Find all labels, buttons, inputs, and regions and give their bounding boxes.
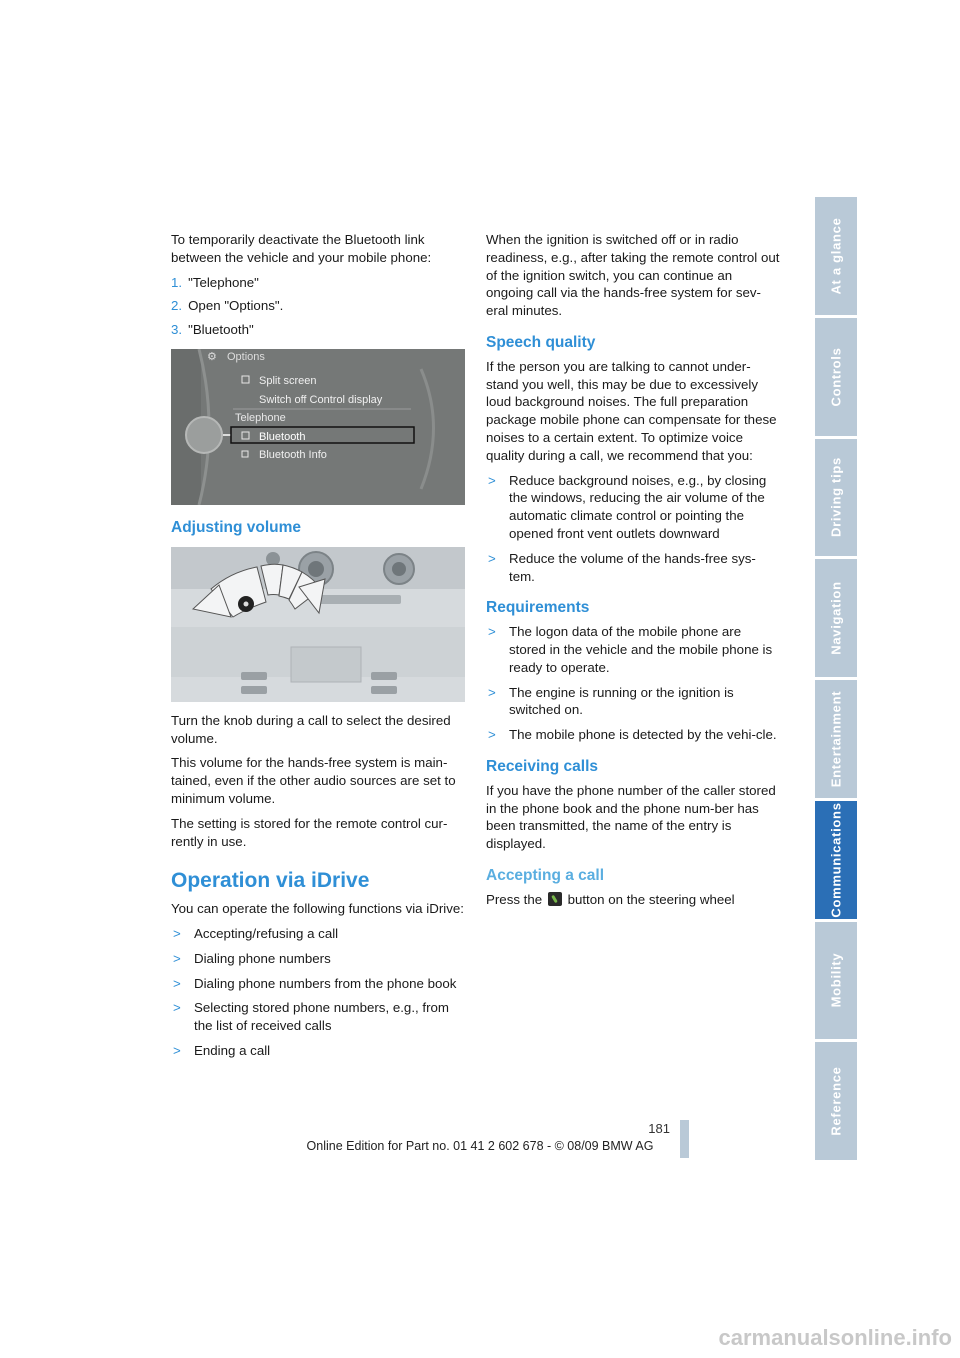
cd-slot [311, 595, 401, 604]
tab-navigation[interactable] [815, 559, 857, 677]
tab-at-a-glance[interactable] [815, 197, 857, 315]
bullet-arrow-icon: > [488, 472, 496, 488]
operation-intro: You can operate the following functions via iDrive: [171, 901, 464, 917]
step-number: 1. [171, 274, 183, 290]
tab-label: Controls [828, 347, 844, 407]
accepting-text-after: button on the steering wheel [563, 891, 735, 907]
right-column [486, 231, 780, 916]
gear-icon: ⚙ [207, 350, 217, 363]
receiving-calls-text: If you have the phone number of the caller stored in the phone book and the phone num-ber has been transmitted, the name of the entry is displayed. [486, 782, 776, 852]
list-item-text: Reduce background noises, e.g., by closing the windows, reducing the air volume of the automatic climate control or pointing the opened front vent outlets downward [509, 472, 767, 541]
bluetooth-intro: To temporarily deactivate the Bluetooth link between the vehicle and your mobile phone: [171, 232, 432, 265]
watermark: carmanualsonline.info [718, 1325, 952, 1350]
volume-p1: Turn the knob during a call to select the desired volume. [171, 712, 451, 746]
list-item-text: The engine is running or the ignition is switched on. [509, 684, 734, 718]
tab-controls[interactable] [815, 318, 857, 436]
speech-quality-list [486, 472, 780, 586]
list-item-text: The logon data of the mobile phone are stored in the vehicle and the mobile phone is ready to operate. [509, 624, 773, 675]
tab-label: Navigation [828, 581, 844, 655]
list-item [171, 975, 465, 993]
tab-driving-tips[interactable] [815, 439, 857, 557]
tab-label: Driving tips [828, 457, 844, 538]
accepting-text-before: Press the [486, 891, 546, 907]
page-number: 181 [648, 1121, 670, 1136]
button-icon [241, 672, 267, 680]
bullet-arrow-icon: > [173, 975, 181, 991]
list-item [486, 684, 780, 720]
requirements-heading: Requirements [486, 599, 590, 617]
list-item-text: Accepting/refusing a call [194, 925, 339, 941]
bullet-arrow-icon: > [488, 727, 496, 743]
phone-button-icon [548, 892, 562, 906]
speech-quality-text: If the person you are talking to cannot under-stand you well, this may be due to excessively loud background noises. The full preparation package mobile phone can compensate for these noises to a certain extent. To optimize voice quality during a call, we recommend that you: [486, 358, 777, 463]
step-text: "Bluetooth" [188, 322, 254, 338]
controller-knob-icon [186, 417, 222, 453]
dashboard-illustration [171, 547, 465, 702]
menu-item-split-screen: Split screen [259, 374, 317, 387]
options-screen-illustration [171, 349, 465, 505]
volume-p3: The setting is stored for the remote control cur-rently in use. [171, 815, 448, 849]
left-column [171, 231, 465, 1067]
display-slot [291, 647, 361, 682]
menu-item-switch-off: Switch off Control display [259, 393, 383, 406]
chapter-tabs [815, 197, 857, 1160]
list-item-text: Dialing phone numbers from the phone book [194, 975, 457, 991]
dial-center [392, 562, 406, 576]
tab-label: Mobility [828, 953, 844, 1008]
knob-marker [244, 601, 249, 606]
tab-communications[interactable] [815, 801, 857, 919]
tab-label: Reference [828, 1066, 844, 1136]
menu-section-telephone: Telephone [235, 411, 286, 424]
list-item-text: Ending a call [194, 1042, 271, 1058]
button-icon [371, 672, 397, 680]
speech-quality-heading: Speech quality [486, 333, 596, 351]
list-item [171, 950, 465, 968]
accepting-call-heading: Accepting a call [486, 866, 605, 884]
dial-center [308, 561, 324, 577]
list-item [171, 1042, 465, 1060]
step-text: "Telephone" [188, 274, 259, 290]
bullet-arrow-icon: > [173, 1000, 181, 1016]
operation-list [171, 925, 465, 1060]
bullet-arrow-icon: > [173, 950, 181, 966]
footer-text: Online Edition for Part no. 01 41 2 602 678 - © 08/09 BMW AG [306, 1139, 654, 1153]
list-item [486, 726, 780, 744]
ongoing-call-intro: When the ignition is switched off or in radio readiness, e.g., after taking the remote control out of the ignition switch, you can continue an ongoing call via the hands-free system for sev-eral minutes. [486, 232, 780, 319]
step-text: Open "Options". [188, 298, 284, 314]
screen-title: Options [227, 350, 265, 363]
bullet-arrow-icon: > [488, 684, 496, 700]
receiving-calls-heading: Receiving calls [486, 757, 599, 775]
operation-heading: Operation via iDrive [171, 869, 370, 893]
list-item-text: Selecting stored phone numbers, e.g., from the list of received calls [194, 1000, 449, 1034]
menu-item-bluetooth-info: Bluetooth Info [259, 448, 327, 461]
tab-entertainment[interactable] [815, 680, 857, 798]
volume-p2: This volume for the hands-free system is main-tained, even if the other audio sources are set to minimum volume. [171, 755, 456, 806]
dashboard-knob-figure [171, 547, 465, 702]
bullet-arrow-icon: > [173, 925, 181, 941]
menu-item-bluetooth: Bluetooth [259, 430, 306, 443]
list-item [486, 623, 780, 676]
step-number: 2. [171, 298, 183, 314]
list-item-text: Reduce the volume of the hands-free sys-tem. [509, 550, 756, 584]
idrive-options-screen [171, 349, 465, 505]
button-icon [241, 686, 267, 694]
bullet-arrow-icon: > [488, 624, 496, 640]
tab-label: At a glance [828, 217, 844, 295]
list-item [171, 925, 465, 943]
list-item-text: The mobile phone is detected by the vehi-cle. [509, 727, 777, 743]
step-item [171, 297, 465, 315]
list-item-text: Dialing phone numbers [194, 950, 331, 966]
button-icon [371, 686, 397, 694]
list-item [486, 472, 780, 543]
step-item [171, 321, 465, 339]
tab-label: Communications [828, 801, 844, 918]
list-item [171, 999, 465, 1035]
tab-mobility[interactable] [815, 922, 857, 1040]
list-item [486, 550, 780, 586]
steps-list [171, 274, 465, 339]
step-item [171, 274, 465, 292]
step-number: 3. [171, 322, 183, 338]
requirements-list [486, 623, 780, 744]
tab-label: Entertainment [828, 690, 844, 788]
adjusting-volume-heading: Adjusting volume [171, 518, 302, 536]
bullet-arrow-icon: > [173, 1042, 181, 1058]
accepting-call-text [486, 891, 780, 909]
bullet-arrow-icon: > [488, 550, 496, 566]
